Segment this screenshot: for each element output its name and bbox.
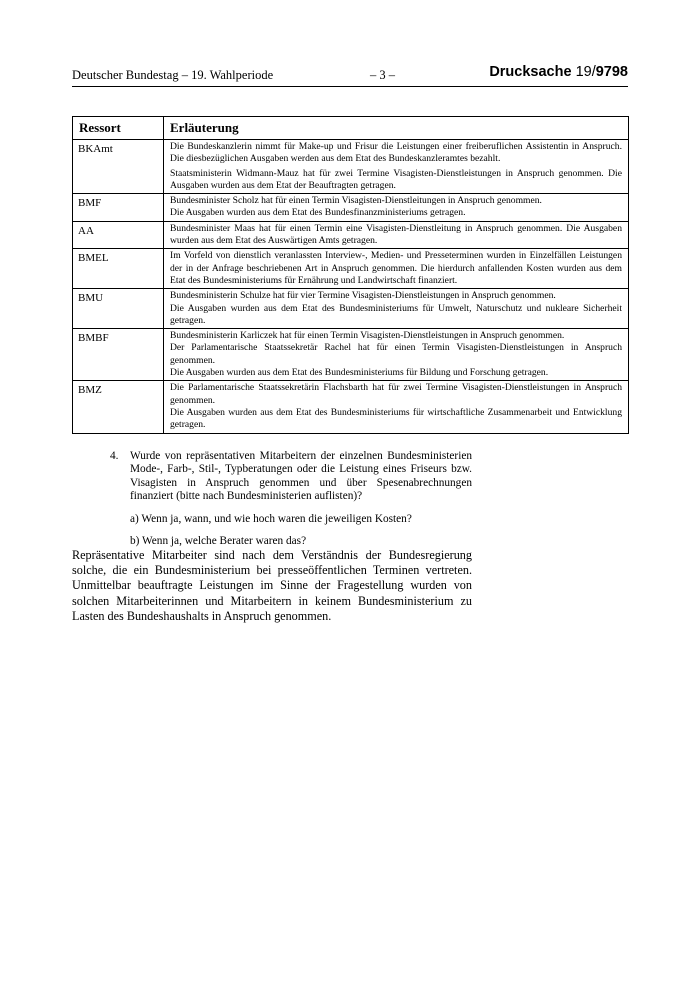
- question-sub-b: b) Wenn ja, welche Berater waren das?: [130, 535, 307, 548]
- doc-label: Drucksache: [489, 64, 572, 80]
- erlaeuterung-cell: [164, 249, 629, 289]
- doc-number-main: 9798: [595, 64, 628, 80]
- explanation-paragraph: Bundesminister Maas hat für einen Termin eine Visagisten-Dienstleitung in Anspruch genommen. Die Ausgaben wurden aus dem Etat des Auswärtigen Amts getragen.: [170, 222, 622, 247]
- table-row: [73, 194, 629, 222]
- answer-paragraph: Repräsentative Mitarbeiter sind nach dem Verständnis der Bundesregierung solche, die ein Bundesministerium bei presseöffentlichen Terminen vertreten. Unmittelbar beauftragte Leistungen im Sinne der Fragestellung wurden von solchen Mitarbeiterinnen und Mitarbeitern in keinem Bundesministerium zu Lasten des Bundeshaushalts in Anspruch genommen.: [72, 548, 472, 623]
- ressort-cell: BMU: [73, 289, 164, 329]
- column-header-ressort: Ressort: [73, 117, 164, 140]
- table-header-row: [73, 117, 629, 140]
- erlaeuterung-cell: [164, 221, 629, 249]
- ressort-table: [72, 116, 629, 434]
- question-block: [110, 450, 472, 548]
- explanation-paragraph: Die Parlamentarische Staatssekretärin Flachsbarth hat für zwei Termine Visagisten-Dienstleistungen in Anspruch genommen.: [170, 382, 622, 406]
- question-sub-a: a) Wenn ja, wann, und wie hoch waren die jeweiligen Kosten?: [130, 512, 412, 525]
- explanation-paragraph: Der Parlamentarische Staatssekretär Rachel hat für einen Termin Visagisten-Dienstleistungen in Anspruch genommen.: [170, 342, 622, 366]
- table-row: [73, 140, 629, 194]
- table-row: [73, 329, 629, 381]
- document-number: [489, 64, 628, 80]
- page-header: [72, 64, 628, 87]
- ressort-cell: BMBF: [73, 329, 164, 381]
- explanation-paragraph: Bundesminister Scholz hat für einen Termin Visagisten-Dienstleitungen in Anspruch genommen.: [170, 195, 542, 207]
- explanation-paragraph: Die Ausgaben wurden aus dem Etat des Bundesministeriums für Umwelt, Naturschutz und nukleare Sicherheit getragen.: [170, 302, 622, 326]
- erlaeuterung-cell: [164, 194, 629, 222]
- erlaeuterung-cell: [164, 381, 629, 433]
- table-row: [73, 289, 629, 329]
- header-parliament: Deutscher Bundestag – 19. Wahlperiode: [72, 68, 274, 82]
- explanation-paragraph: Die Ausgaben wurden aus dem Etat des Bundesministeriums für Bildung und Forschung getragen.: [170, 367, 549, 379]
- explanation-paragraph: Staatsministerin Widmann-Mauz hat für zwei Termine Visagisten-Dienstleistungen in Anspruch genommen. Die Ausgaben wurden aus dem Etat der Beauftragten getragen.: [170, 167, 622, 191]
- question-number: 4.: [110, 450, 119, 462]
- explanation-paragraph: Im Vorfeld von dienstlich veranlassten Interview-, Medien- und Presseterminen wurden in Einzelfällen Leistungen der in der Anfrage beschriebenen Art in Anspruch genommen. Die hierdurch anfallenden Kosten wurden aus dem Etat des Bundesministeriums für Ernährung und Landwirtschaft finanziert.: [170, 250, 622, 286]
- table-row: [73, 221, 629, 249]
- erlaeuterung-cell: [164, 289, 629, 329]
- ressort-cell: BMZ: [73, 381, 164, 433]
- ressort-cell: AA: [73, 221, 164, 249]
- table-row: [73, 249, 629, 289]
- explanation-paragraph: Die Bundeskanzlerin nimmt für Make-up und Frisur die Leistungen einer freiberuflichen Assistentin in Anspruch. Die diesbezüglichen Ausgaben werden aus dem Etat des Bundeskanzleramtes bezahlt.: [170, 141, 622, 165]
- explanation-paragraph: Die Ausgaben wurden aus dem Etat des Bundesministeriums für wirtschaftliche Zusammenarbeit und Entwicklung getragen.: [170, 406, 622, 431]
- erlaeuterung-cell: [164, 329, 629, 381]
- doc-number-prefix: 19/: [575, 64, 596, 80]
- explanation-paragraph: Bundesministerin Schulze hat für vier Termine Visagisten-Dienstleistungen in Anspruch genommen.: [170, 290, 556, 302]
- ressort-cell: BMF: [73, 194, 164, 222]
- explanation-paragraph: Die Ausgaben wurden aus dem Etat des Bundesfinanzministeriums getragen.: [170, 207, 466, 219]
- page-number: – 3 –: [370, 68, 395, 82]
- table-row: [73, 381, 629, 433]
- column-header-erlaeuterung: Erläuterung: [164, 117, 629, 140]
- question-text: Wurde von repräsentativen Mitarbeitern der einzelnen Bundesministerien Mode-, Farb-, Stil-, Typberatungen oder die Leistung eines Friseurs bzw. Visagisten in Anspruch genommen und über Spesenabrechnungen finanziert (bitte nach Bundesministerien auflisten)?: [130, 450, 472, 503]
- ressort-cell: BKAmt: [73, 140, 164, 194]
- erlaeuterung-cell: [164, 140, 629, 194]
- ressort-cell: BMEL: [73, 249, 164, 289]
- explanation-paragraph: Bundesministerin Karliczek hat für einen Termin Visagisten-Dienstleistungen in Anspruch genommen.: [170, 330, 565, 342]
